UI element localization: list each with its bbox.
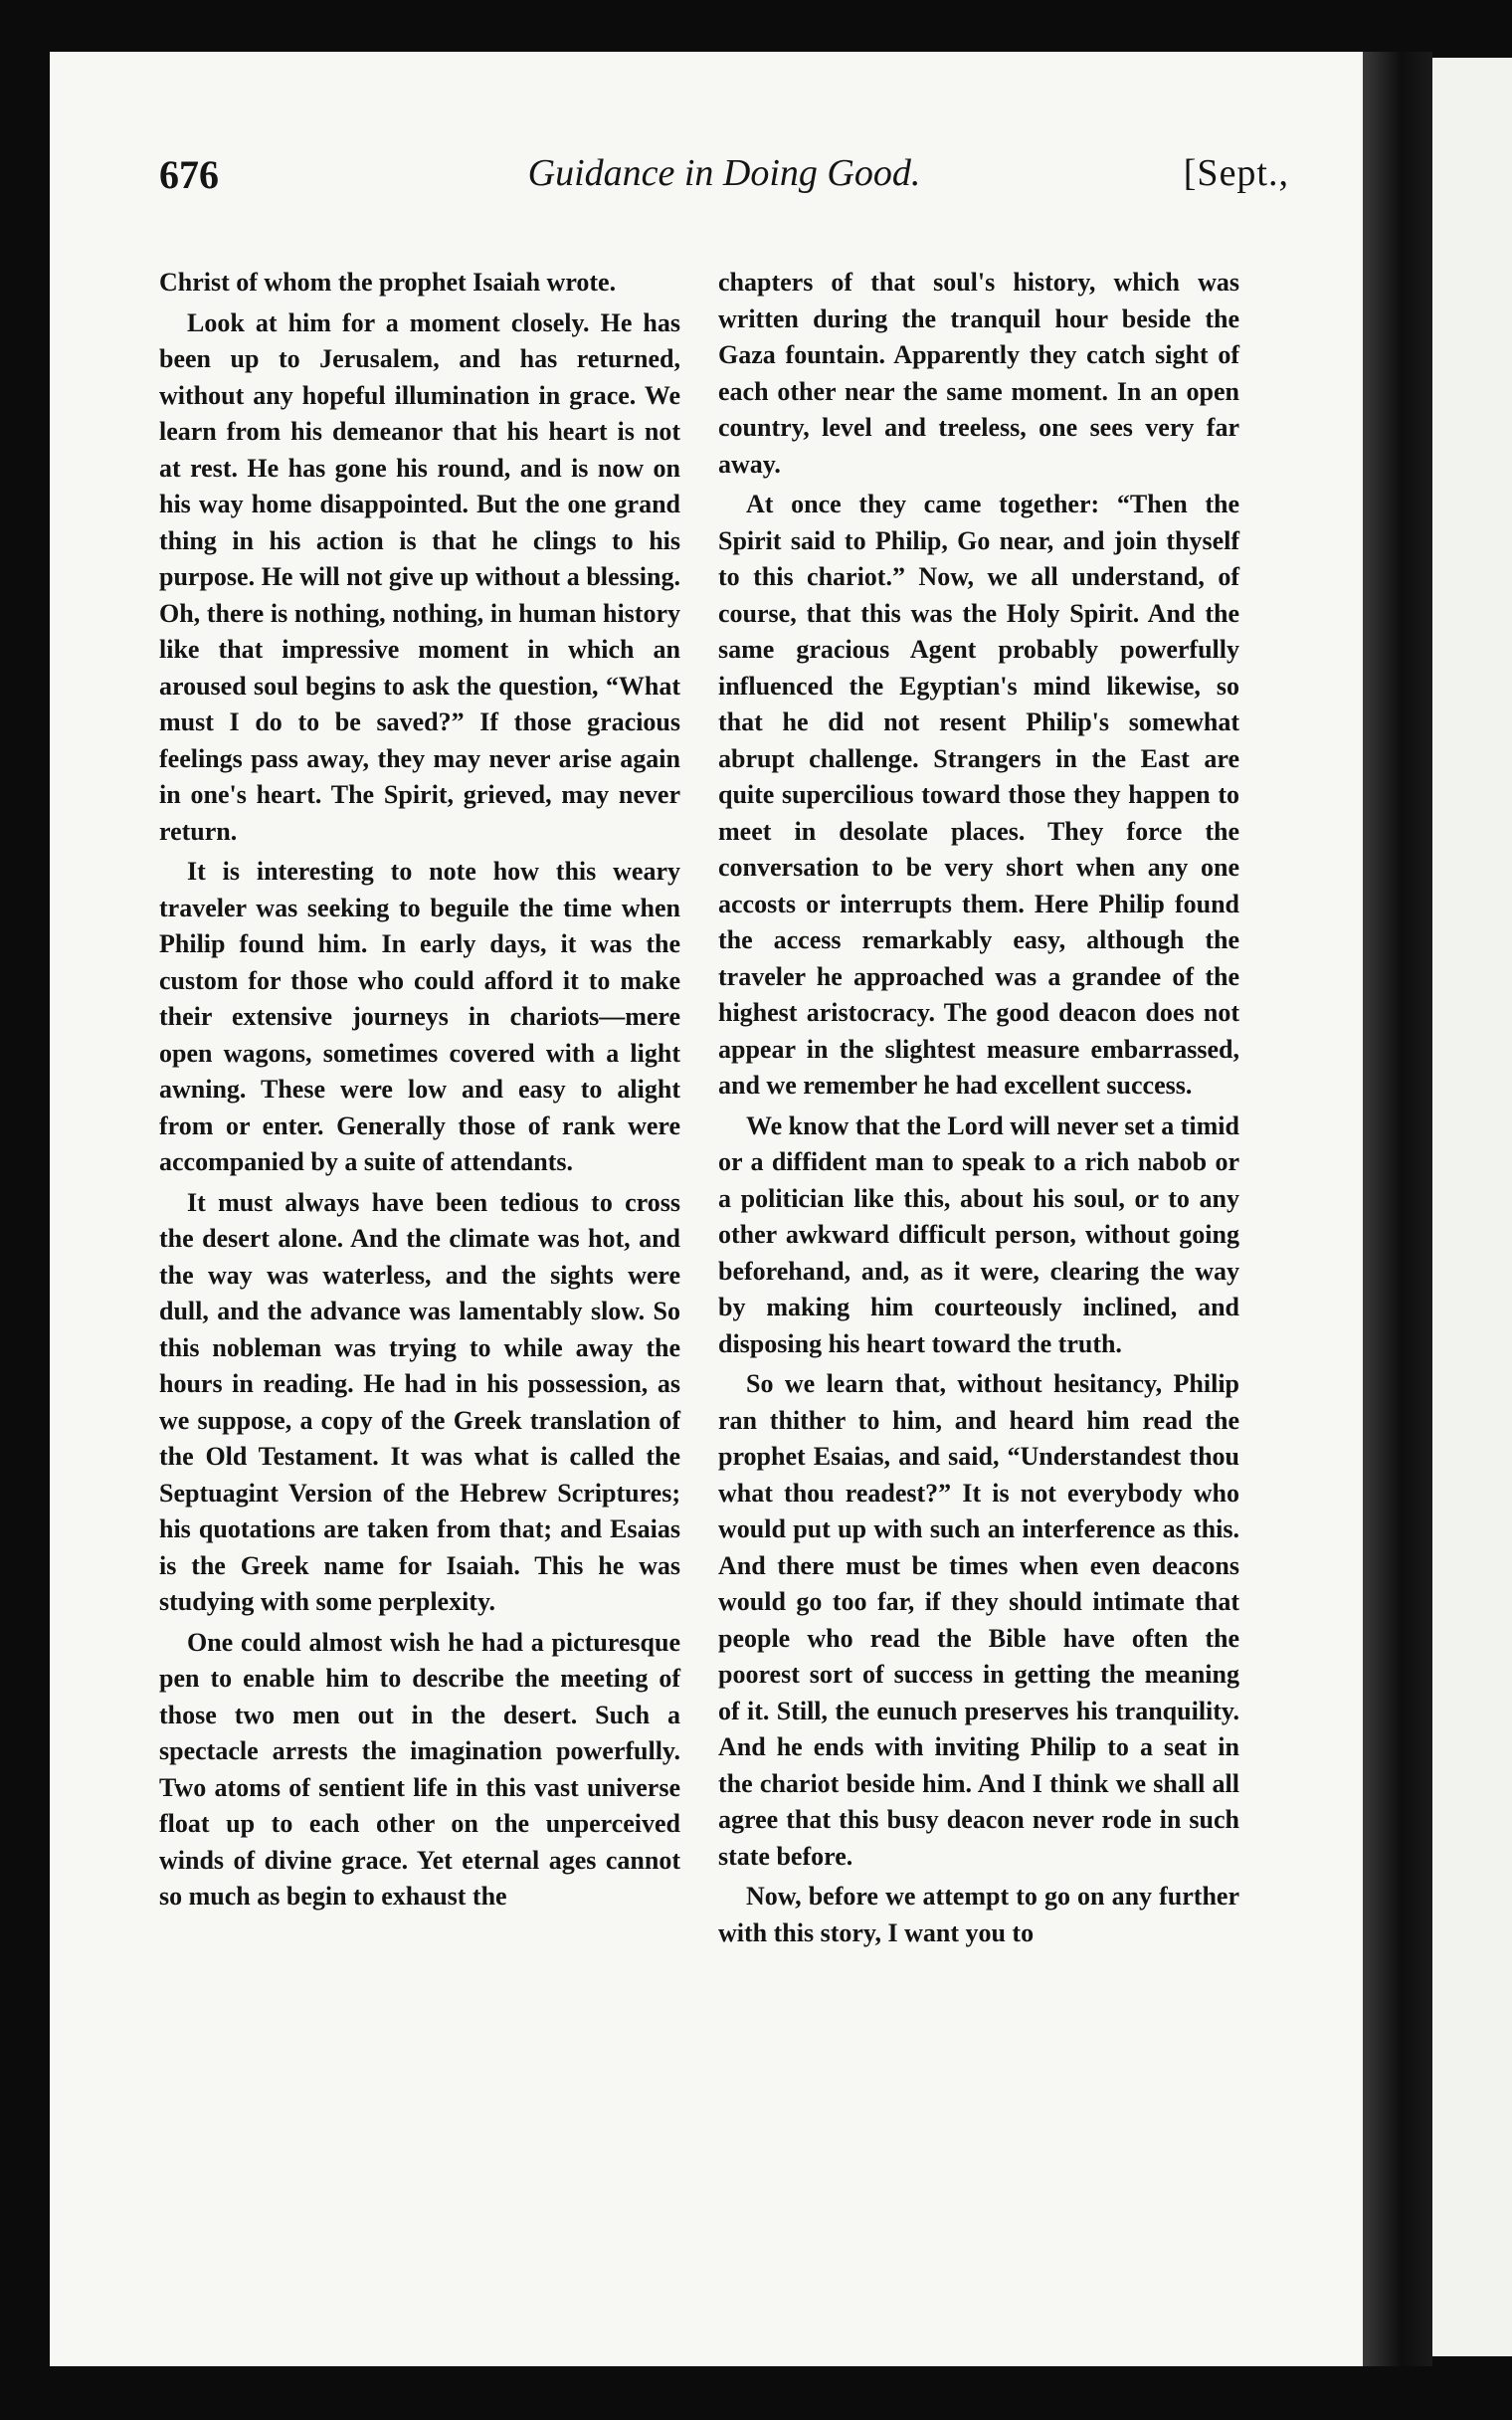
paragraph: chapters of that soul's history, which was written during the tranquil hour beside the Gaza fountain. Apparently they catch sight of each other near the same moment. In an open country, level and treeless, one sees very far away. bbox=[718, 268, 1239, 479]
facing-page-edge bbox=[1432, 58, 1512, 2356]
running-date: [Sept., bbox=[1183, 152, 1289, 194]
paragraph: Now, before we attempt to go on any further with this story, I want you to bbox=[718, 1882, 1239, 1947]
right-column bbox=[718, 265, 1239, 1955]
paragraph: It must always have been tedious to cross the desert alone. And the climate was hot, and the way was waterless, and the sights were dull, and the advance was lamentably slow. So this nobleman was trying to while away the hours in reading. He had in his possession, as we suppose, a copy of the Greek translation of the Old Testament. It was what is called the Septuagint Version of the Hebrew Scriptures; his quotations are taken from that; and Esaias is the Greek name for Isaiah. This he was studying with some perplexity. bbox=[159, 1187, 680, 1616]
page-number: 676 bbox=[159, 152, 219, 197]
running-title: Guidance in Doing Good. bbox=[527, 152, 921, 194]
paragraph: Christ of whom the prophet Isaiah wrote. bbox=[159, 268, 617, 297]
paragraph: Look at him for a moment closely. He has been up to Jerusalem, and has returned, without any hopeful illumination in grace. We learn from his demeanor that his heart is not at rest. He has gone his round, and is now on his way home disappointed. But the one grand thing in his action is that he clings to his purpose. He will not give up without a blessing. Oh, there is nothing, nothing, in human history like that impressive moment in which an aroused soul begins to ask the question, “What must I do to be saved?” If those gracious feelings pass away, they may never arise again in one's heart. The Spirit, grieved, may never return. bbox=[159, 307, 680, 846]
paragraph: So we learn that, without hesitancy, Philip ran thither to him, and heard him read the prophet Esaias, and said, “Understandest thou what thou readest?” It is not everybody who would put up with such an interference as this. And there must be times when even deacons would go too far, if they should intimate that people who read the Bible have often the poorest sort of success in getting the meaning of it. Still, the eunuch preserves his tranquility. And he ends with inviting Philip to a seat in the chariot beside him. And I think we shall all agree that this busy deacon never rode in such state before. bbox=[718, 1369, 1239, 1871]
left-column bbox=[159, 265, 680, 1919]
paragraph: We know that the Lord will never set a timid or a diffident man to speak to a rich nabob or a politician like this, about his soul, or to any other awkward difficult person, without going beforehand, and, as it were, clearing the way by making him courteously inclined, and disposing his heart toward the truth. bbox=[718, 1110, 1239, 1358]
page-header bbox=[159, 151, 1289, 221]
paragraph: It is interesting to note how this weary traveler was seeking to beguile the time when Philip found him. In early days, it was the custom for those who could afford it to make their extensive journeys in chariots—mere open wagons, sometimes covered with a light awning. These were low and easy to alight from or enter. Generally those of rank were accompanied by a suite of attendants. bbox=[159, 857, 680, 1176]
paragraph: One could almost wish he had a picturesque pen to enable him to describe the meeting of those two men out in the desert. Such a spectacle arrests the imagination powerfully. Two atoms of sentient life in this vast universe float up to each other on the unperceived winds of divine grace. Yet eternal ages cannot so much as begin to exhaust the bbox=[159, 1627, 680, 1911]
book-gutter bbox=[1363, 52, 1432, 2366]
paragraph: At once they came together: “Then the Spirit said to Philip, Go near, and join thyself to this chariot.” Now, we all understand, of course, that this was the Holy Spirit. And the same gracious Agent probably powerfully influenced the Egyptian's mind likewise, so that he did not resent Philip's somewhat abrupt challenge. Strangers in the East are quite supercilious toward those they happen to meet in desolate places. They force the conversation to be very short when any one accosts or interrupts them. Here Philip found the access remarkably easy, although the traveler he approached was a grandee of the highest aristocracy. The good deacon does not appear in the slightest measure embarrassed, and we remember he had excellent success. bbox=[718, 490, 1239, 1100]
